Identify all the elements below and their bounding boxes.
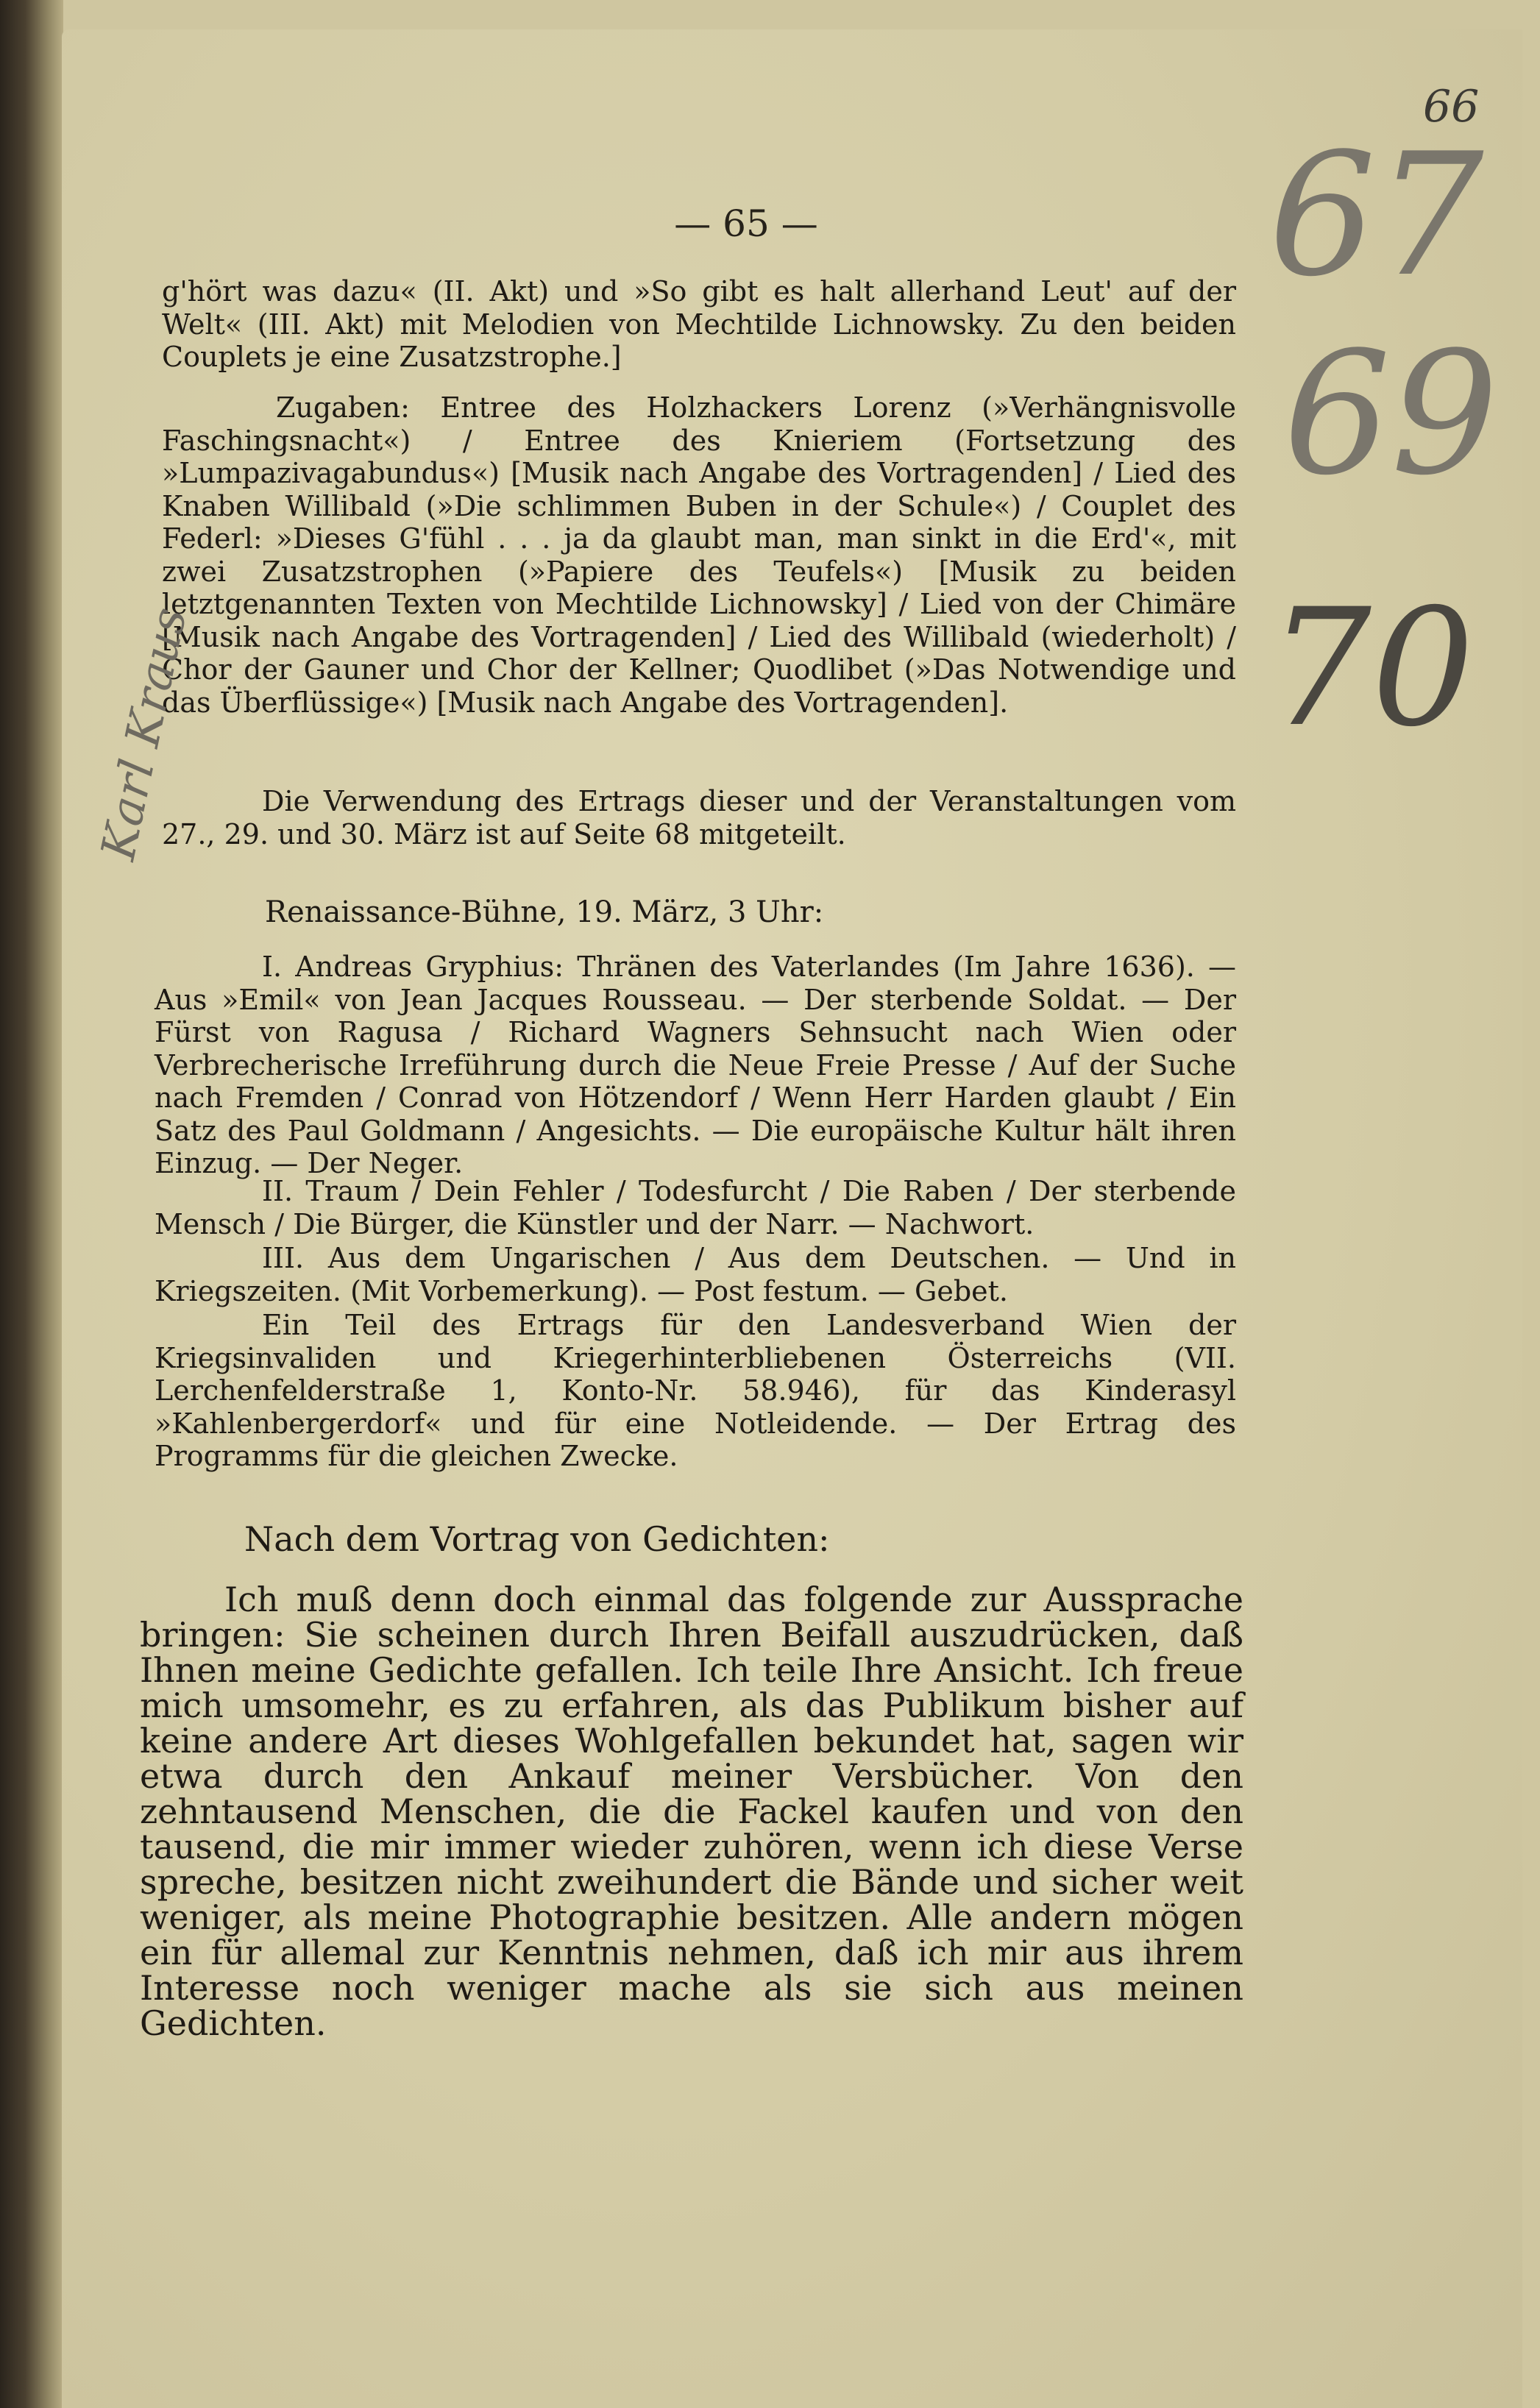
handwritten-page-number: 66 xyxy=(1423,81,1480,132)
paragraph-gedichte xyxy=(140,1582,1243,2041)
program-part-1 xyxy=(155,951,1236,1180)
program-part-2-text: II. Traum / Dein Fehler / Todesfurcht / Die Raben / Der sterbende Mensch / Die Bürger, die Künstler und der Narr. — Nachwort. xyxy=(155,1175,1236,1240)
program-part-3-text: III. Aus dem Ungarischen / Aus dem Deutschen. — Und in Kriegszeiten. (Mit Vorbemerkung). — Post festum. — Gebet. xyxy=(155,1242,1236,1307)
paragraph-1-text: g'hört was dazu« (II. Akt) und »So gibt es halt allerhand Leut' auf der Welt« (III. Akt) mit Melodien von Mechtilde Lichnowsky. Zu den beiden Couplets je eine Zusatzstrophe.] xyxy=(162,275,1236,373)
paragraph-gedichte-text: Ich muß denn doch einmal das folgende zur Aussprache bringen: Sie scheinen durch Ihren Beifall auszudrücken, daß Ihnen meine Gedichte gefallen. Ich teile Ihre Ansicht. Ich freue mich umsomehr, es zu erfahren, als das Publikum bisher auf keine andere Art dieses Wohlgefallen bekundet hat, sagen wir etwa durch den Ankauf meiner Versbücher. Von den zehntausend Menschen, die die Fackel kaufen und von den tausend, die mir immer wieder zuhören, wenn ich diese Verse spreche, besitzen nicht zweihundert die Bände und sicher weit weniger, als meine Photographie besitzen. Alle andern mögen ein für allemal zur Kenntnis nehmen, daß ich mir aus ihrem Interesse noch weniger mache als sie sich aus meinen Gedichten. xyxy=(140,1580,1243,2043)
paragraph-zugaben-text: Zugaben: Entree des Holzhackers Lorenz (»Verhängnisvolle Faschingsnacht«) / Entree des Knieriem (Fortsetzung des »Lumpazivagabundus«) [Musik nach Angabe des Vortragenden] / Lied des Knaben Willibald (»Die schlimmen Buben in der Schule«) / Couplet des Federl: »Dieses G'fühl . . . ja da glaubt man, man sinkt in die Erd'«, mit zwei Zusatzstrophen (»Papiere des Teufels«) [Musik zu beiden letztgenannten Texten von Mechtilde Lichnowsky] / Lied von der Chimäre [Musik nach Angabe des Vortragenden] / Lied des Willibald (wiederholt) / Chor der Gauner und Chor der Kellner; Quodlibet (»Das Notwendige und das Überflüssige«) [Musik nach Angabe des Vortragenden]. xyxy=(162,391,1236,719)
paragraph-verwendung xyxy=(162,785,1236,850)
handwritten-number-3: 70 xyxy=(1268,574,1475,762)
scan-edge xyxy=(0,0,63,2408)
paragraph-1 xyxy=(162,275,1236,374)
handwritten-side-note: Karl Kraus xyxy=(91,603,198,865)
paragraph-zugaben xyxy=(162,391,1236,719)
paragraph-ertrag-text: Ein Teil des Ertrags für den Landesverband Wien der Kriegsinvaliden und Kriegerhinterbliebenen Österreichs (VII. Lerchenfelderstraße 1, Konto-Nr. 58.946), für das Kinderasyl »Kahlenbergerdorf« und für eine Notleidende. — Der Ertrag des Programms für die gleichen Zwecke. xyxy=(155,1309,1236,1472)
venue-line: Renaissance-Bühne, 19. März, 3 Uhr: xyxy=(265,895,824,929)
handwritten-number-1: 67 xyxy=(1268,118,1484,314)
book-page xyxy=(62,29,1522,2408)
section-heading: Nach dem Vortrag von Gedichten: xyxy=(244,1519,830,1559)
page-number: — 65 — xyxy=(674,202,818,245)
program-part-1-text: I. Andreas Gryphius: Thränen des Vaterlandes (Im Jahre 1636). — Aus »Emil« von Jean Jacques Rousseau. — Der sterbende Soldat. — Der Fürst von Ragusa / Richard Wagners Sehnsucht nach Wien oder Verbrecherische Irreführung durch die Neue Freie Presse / Auf der Suche nach Fremden / Conrad von Hötzendorf / Wenn Herr Harden glaubt / Ein Satz des Paul Goldmann / Angesichts. — Die europäische Kultur hält ihren Einzug. — Der Neger. xyxy=(155,951,1236,1179)
paragraph-verwendung-text: Die Verwendung des Ertrags dieser und der Veranstaltungen vom 27., 29. und 30. März ist auf Seite 68 mitgeteilt. xyxy=(162,785,1236,850)
program-part-3 xyxy=(155,1242,1236,1307)
program-part-2 xyxy=(155,1175,1236,1240)
paragraph-ertrag xyxy=(155,1309,1236,1473)
handwritten-number-2: 69 xyxy=(1283,316,1499,513)
